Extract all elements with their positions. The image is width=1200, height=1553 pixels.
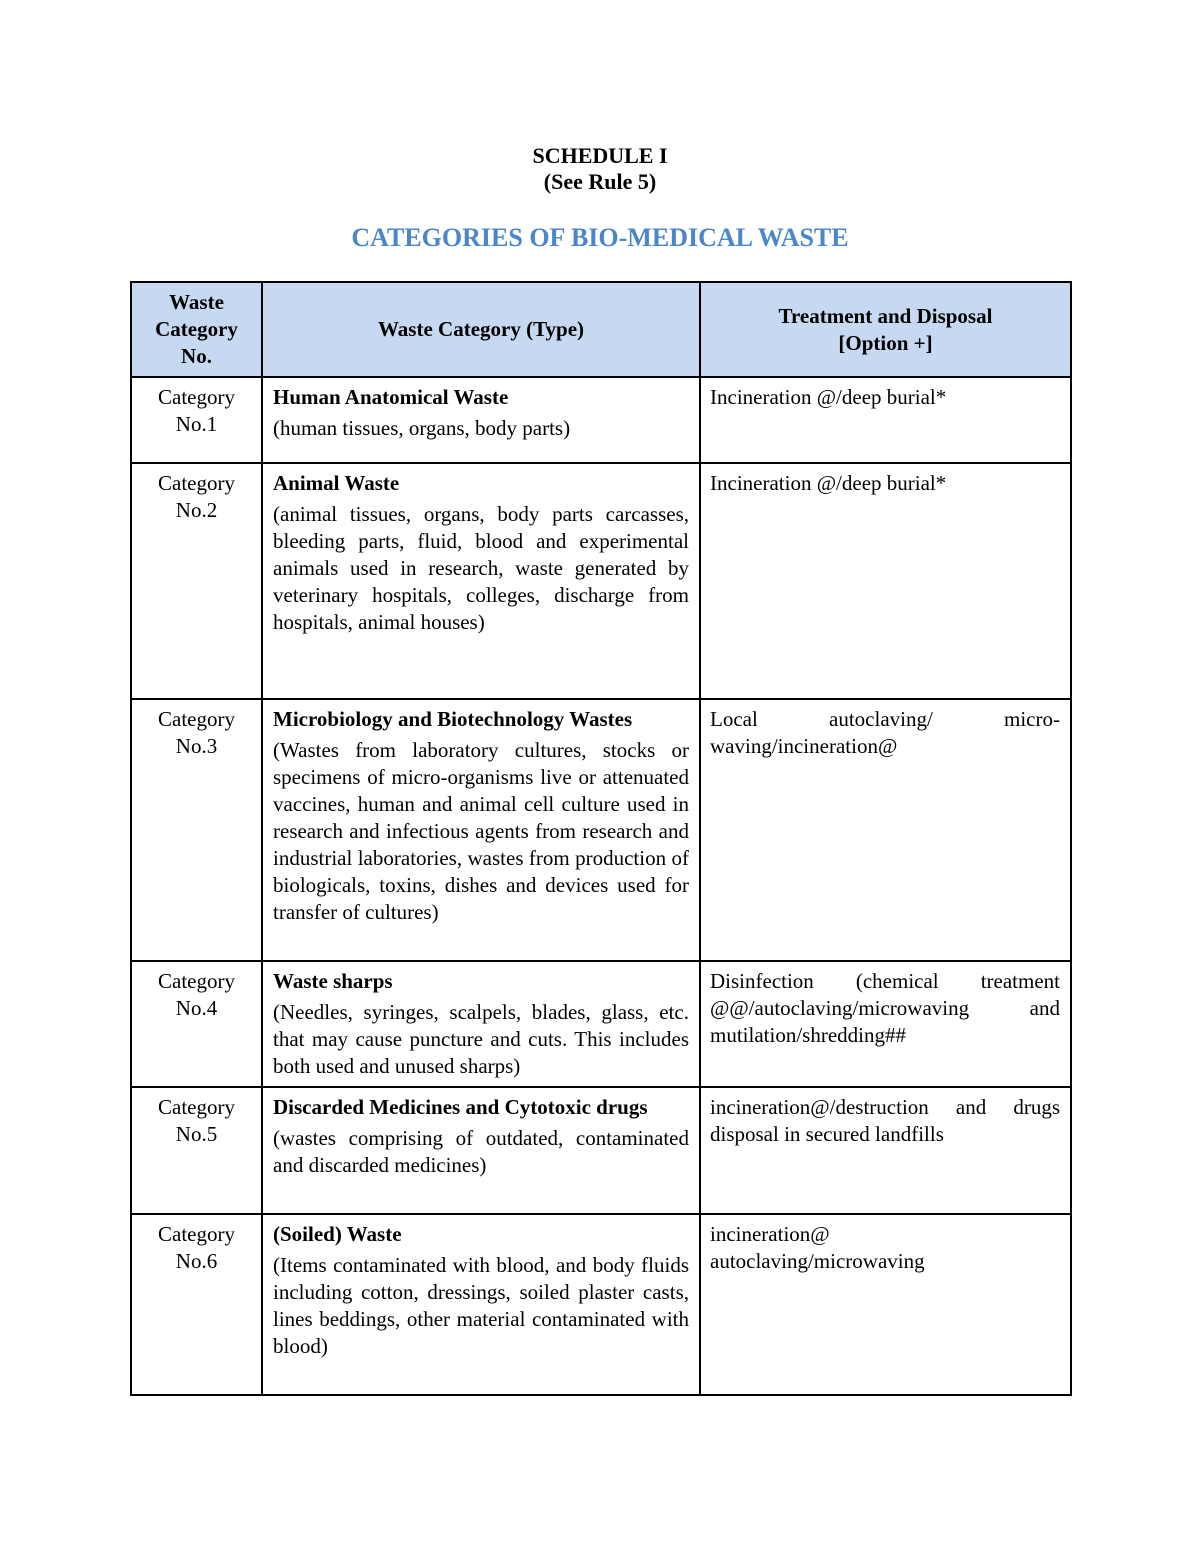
category-type-cell: [262, 1214, 700, 1395]
header-treatment-line2: [Option +]: [838, 330, 933, 355]
schedule-rule-reference: (See Rule 5): [543, 169, 657, 194]
category-type-name: Animal Waste: [273, 471, 400, 495]
category-type-description: (wastes comprising of outdated, contaminated and discarded medicines): [273, 1126, 689, 1177]
category-type-name: (Soiled) Waste: [273, 1222, 402, 1246]
category-number: No.2: [175, 498, 218, 522]
category-number-cell: [131, 961, 262, 1087]
table-row: [131, 1214, 1071, 1395]
category-type-name: Microbiology and Biotechnology Wastes: [273, 707, 633, 731]
category-number: No.3: [175, 734, 218, 758]
category-number-cell: [131, 1214, 262, 1395]
category-number: No.6: [175, 1249, 218, 1273]
category-label: Category: [158, 969, 235, 993]
treatment-cell: [700, 1214, 1071, 1395]
category-number: No.5: [175, 1122, 218, 1146]
category-label: Category: [158, 1095, 235, 1119]
category-type-cell: [262, 1087, 700, 1214]
category-number-cell: [131, 463, 262, 699]
category-type-description: (animal tissues, organs, body parts carcasses, bleeding parts, fluid, blood and experimental animals used in research, waste generated by veterinary hospitals, colleges, discharge from hospitals, animal houses): [273, 502, 689, 634]
header-category-no-line3: No.: [181, 344, 212, 368]
category-label: Category: [158, 707, 235, 731]
category-label: Category: [158, 385, 235, 409]
table-row: [131, 1087, 1071, 1214]
table-row: [131, 961, 1071, 1087]
category-number: No.1: [175, 412, 218, 436]
treatment-cell: Incineration @/deep burial*: [700, 377, 1071, 463]
category-label: Category: [158, 1222, 235, 1246]
header-treatment-line1: Treatment and Disposal: [778, 303, 993, 328]
waste-categories-table: [130, 281, 1072, 1396]
category-number-cell: [131, 699, 262, 961]
category-type-name: Waste sharps: [273, 969, 393, 993]
treatment-line1: incineration@: [710, 1222, 830, 1246]
category-label: Category: [158, 471, 235, 495]
header-category-no-line2: Category: [155, 317, 238, 341]
table-row: [131, 699, 1071, 961]
table-header-row: [131, 282, 1071, 377]
schedule-title: SCHEDULE I: [532, 143, 668, 168]
treatment-cell: Disinfection (chemical treatment @@/autoclaving/microwaving and mutilation/shredding##: [700, 961, 1071, 1087]
table-row: [131, 463, 1071, 699]
category-type-cell: [262, 699, 700, 961]
category-type-cell: [262, 377, 700, 463]
category-type-name: Discarded Medicines and Cytotoxic drugs: [273, 1095, 648, 1119]
category-type-name: Human Anatomical Waste: [273, 385, 509, 409]
category-type-cell: [262, 463, 700, 699]
category-type-description: (Wastes from laboratory cultures, stocks or specimens of micro-organisms live or attenuated vaccines, human and animal cell culture used in research and infectious agents from research and industrial laboratories, wastes from production of biologicals, toxins, dishes and devices used for transfer of cultures): [273, 738, 689, 924]
category-type-description: (Items contaminated with blood, and body fluids including cotton, dressings, soiled plaster casts, lines beddings, other material contaminated with blood): [273, 1253, 689, 1358]
category-number-cell: [131, 1087, 262, 1214]
treatment-cell: Local autoclaving/ micro-waving/incineration@: [700, 699, 1071, 961]
header-treatment: [700, 282, 1071, 377]
header-category-type: Waste Category (Type): [262, 282, 700, 377]
category-number-cell: [131, 377, 262, 463]
category-type-cell: [262, 961, 700, 1087]
treatment-line2: autoclaving/microwaving: [710, 1249, 925, 1273]
category-type-description: (human tissues, organs, body parts): [273, 416, 571, 440]
category-type-description: (Needles, syringes, scalpels, blades, glass, etc. that may cause puncture and cuts. This includes both used and unused sharps): [273, 1000, 689, 1078]
table-row: [131, 377, 1071, 463]
category-number: No.4: [175, 996, 218, 1020]
header-category-no: [131, 282, 262, 377]
treatment-cell: incineration@/destruction and drugs disposal in secured landfills: [700, 1087, 1071, 1214]
treatment-cell: Incineration @/deep burial*: [700, 463, 1071, 699]
header-category-no-line1: Waste: [169, 290, 224, 314]
document-heading: CATEGORIES OF BIO-MEDICAL WASTE: [351, 223, 849, 252]
